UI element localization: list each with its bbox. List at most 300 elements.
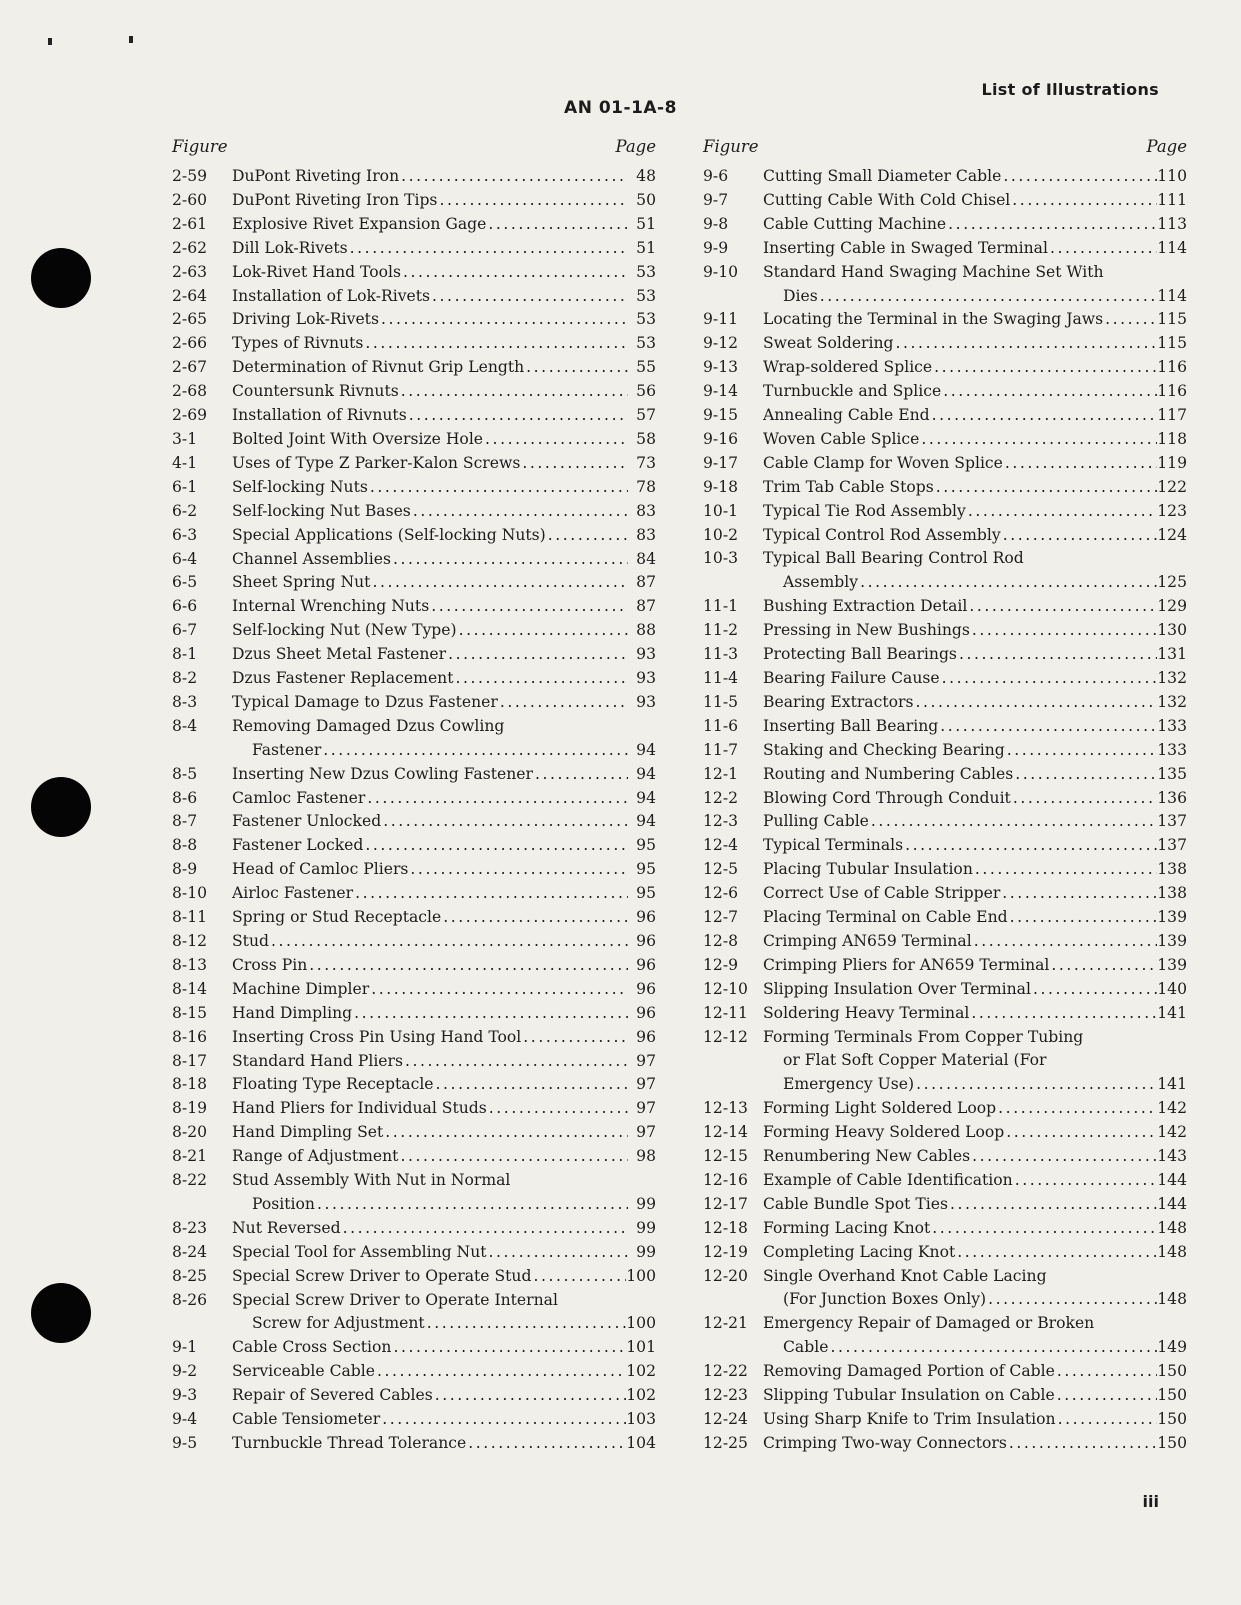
list-item [703,1169,1187,1193]
figure-title: Hand Dimpling Set [232,1123,384,1142]
figure-title: Slipping Insulation Over Terminal [763,979,1031,998]
figure-number: 11-7 [703,740,739,759]
dot-leader [393,548,628,572]
figure-title: Fastener [252,740,322,759]
list-item [703,667,1187,691]
page-ref: 114 [1157,238,1187,257]
figure-title: Fastener Locked [232,836,364,855]
list-item [703,691,1187,715]
figure-title: Uses of Type Z Parker-Kalon Screws [232,453,521,472]
figure-number: 6-5 [172,573,198,592]
figure-title: Routing and Numbering Cables [763,764,1014,783]
page-ref: 93 [636,645,656,664]
page-header: Page [615,137,656,156]
dot-leader [896,332,1158,356]
dot-leader [365,332,628,356]
illustration-list [703,165,1187,1456]
list-item [172,189,656,213]
figure-number: 8-13 [172,955,208,974]
figure-title: Cable Cutting Machine [763,214,947,233]
dot-leader [370,476,628,500]
figure-title: Standard Hand Pliers [232,1051,403,1070]
list-item [172,165,656,189]
list-item [703,1026,1187,1098]
figure-title: Completing Lacing Knot [763,1242,956,1261]
page-ref: 131 [1157,645,1187,664]
page-ref: 78 [636,477,656,496]
figure-number: 9-6 [703,167,729,185]
figure-number: 6-7 [172,621,198,640]
figure-number: 2-66 [172,334,208,353]
list-item [172,1241,656,1265]
page-ref: 133 [1157,716,1187,735]
figure-number: 8-17 [172,1051,208,1070]
list-item [703,787,1187,811]
page-ref: 95 [636,836,656,855]
figure-title: Removing Damaged Dzus Cowling [232,716,505,735]
figure-title: Types of Rivnuts [232,334,364,353]
figure-number: 12-22 [703,1362,748,1381]
figure-title: Forming Light Soldered Loop [763,1099,997,1118]
dot-leader [526,356,628,380]
dot-leader [500,691,628,715]
right-column [703,137,1187,1456]
figure-title: Removing Damaged Portion of Cable [763,1362,1055,1381]
page-ref: 144 [1157,1170,1187,1189]
figure-number: 6-6 [172,597,198,616]
dot-leader [488,213,628,237]
figure-title: Head of Camloc Pliers [232,860,409,879]
figure-number: 10-3 [703,549,739,568]
figure-number: 8-24 [172,1242,208,1261]
list-item [703,332,1187,356]
dot-leader [1051,954,1157,978]
dot-leader [309,954,628,978]
dot-leader [921,428,1157,452]
list-item [172,1289,656,1337]
figure-number: 9-8 [703,214,729,233]
list-item [172,763,656,787]
page-ref: 136 [1157,788,1187,807]
page-ref: 110 [1157,167,1187,185]
figure-number: 8-25 [172,1266,208,1285]
figure-title: Example of Cable Identification [763,1170,1013,1189]
figure-title: Explosive Rivet Expansion Gage [232,214,487,233]
dot-leader [998,1097,1157,1121]
figure-number: 9-1 [172,1338,198,1357]
dot-leader [1105,308,1157,332]
list-item [172,452,656,476]
dot-leader [354,1002,628,1026]
figure-number: 8-12 [172,931,208,950]
figure-title: Forming Terminals From Copper Tubing [763,1027,1084,1046]
page-ref: 122 [1157,477,1187,496]
dot-leader [1015,763,1157,787]
figure-number: 8-23 [172,1218,208,1237]
figure-title: Turnbuckle and Splice [763,382,942,401]
dot-leader [959,643,1157,667]
dot-leader [413,500,628,524]
figure-title: Nut Reversed [232,1218,341,1237]
list-item [172,476,656,500]
list-item [703,500,1187,524]
figure-number: 2-59 [172,167,208,185]
list-item [172,787,656,811]
dot-leader [455,667,628,691]
figure-number: 9-4 [172,1410,198,1429]
figure-number: 11-5 [703,692,739,711]
page-ref: 93 [636,692,656,711]
figure-title: Bolted Joint With Oversize Hole [232,429,484,448]
figure-number: 12-11 [703,1003,748,1022]
list-item [703,930,1187,954]
figure-title: Hand Pliers for Individual Studs [232,1099,487,1118]
figure-number: 8-14 [172,979,208,998]
figure-number: 2-60 [172,190,208,209]
list-item [703,763,1187,787]
list-item [703,1241,1187,1265]
page-ref: 95 [636,884,656,903]
list-item [172,858,656,882]
figure-number: 12-21 [703,1314,748,1333]
list-item [172,1408,656,1432]
figure-title: Inserting Cross Pin Using Hand Tool [232,1027,522,1046]
dot-leader [957,1241,1157,1265]
dot-leader [969,595,1157,619]
page-ref: 125 [1157,573,1187,592]
figure-number: 12-3 [703,812,739,831]
page-ref: 53 [636,286,656,305]
figure-title: Bearing Extractors [763,692,914,711]
page-ref: 87 [636,573,656,592]
dot-leader [448,643,628,667]
list-item [172,428,656,452]
figure-number: 8-16 [172,1027,208,1046]
figure-title: Cross Pin [232,955,308,974]
column-header [172,137,656,161]
dot-leader [1057,1384,1157,1408]
figure-title: Forming Heavy Soldered Loop [763,1123,1005,1142]
page-ref: 96 [636,1003,656,1022]
page-ref: 53 [636,310,656,329]
list-item [703,882,1187,906]
page-ref: 139 [1157,931,1187,950]
list-item [172,261,656,285]
figure-title: Sweat Soldering [763,334,894,353]
figure-title: Cutting Cable With Cold Chisel [763,190,1011,209]
dot-leader [383,810,628,834]
dot-leader [372,571,628,595]
dot-leader [365,834,628,858]
figure-number: 8-20 [172,1123,208,1142]
list-item [172,308,656,332]
list-item [172,595,656,619]
dot-leader [350,237,628,261]
figure-title: Lok-Rivet Hand Tools [232,262,402,281]
dot-leader [972,1145,1157,1169]
dot-leader [871,810,1157,834]
document-id: AN 01-1A-8 [564,98,677,118]
page-ref: 116 [1157,382,1187,401]
dot-leader [432,285,628,309]
dot-leader [968,500,1157,524]
dot-leader [948,213,1157,237]
figure-title: Dzus Sheet Metal Fastener [232,645,447,664]
dot-leader [271,930,628,954]
figure-title: Self-locking Nut (New Type) [232,621,457,640]
figure-title: (For Junction Boxes Only) [783,1290,987,1309]
figure-number: 12-25 [703,1433,748,1452]
list-item [703,619,1187,643]
list-item [172,1145,656,1169]
figure-title: Installation of Rivnuts [232,406,407,425]
list-item [172,213,656,237]
figure-title: Spring or Stud Receptacle [232,908,442,927]
page-ref: 150 [1157,1386,1187,1405]
page-ref: 113 [1157,214,1187,233]
dot-leader [400,1145,628,1169]
figure-number: 8-7 [172,812,198,831]
figure-number: 9-11 [703,310,739,329]
figure-number: 2-67 [172,358,208,377]
page-ref: 99 [636,1218,656,1237]
list-item [172,1050,656,1074]
figure-title: Installation of Lok-Rivets [232,286,431,305]
figure-number: 8-22 [172,1171,208,1190]
list-item [172,356,656,380]
page-ref: 129 [1157,597,1187,616]
dot-leader [934,356,1157,380]
dot-leader [533,1265,626,1289]
page-ref: 97 [636,1123,656,1142]
figure-title: Stud [232,931,269,950]
dot-leader [1015,1169,1158,1193]
figure-number: 12-2 [703,788,739,807]
figure-number: 12-15 [703,1147,748,1166]
figure-number: 11-3 [703,645,739,664]
figure-number: 8-3 [172,692,198,711]
dot-leader [974,930,1158,954]
figure-number: 12-8 [703,931,739,950]
page-ref: 150 [1157,1362,1187,1381]
list-item [172,715,656,763]
figure-title: Self-locking Nut Bases [232,501,411,520]
dot-leader [940,715,1157,739]
list-item [703,524,1187,548]
figure-title: Single Overhand Knot Cable Lacing [763,1266,1047,1285]
figure-title: Camloc Fastener [232,788,366,807]
dot-leader [860,571,1157,595]
list-item [703,954,1187,978]
dot-leader [971,1002,1157,1026]
page-ref: 137 [1157,836,1187,855]
figure-number: 12-5 [703,860,739,879]
dot-leader [936,476,1158,500]
figure-title: Correct Use of Cable Stripper [763,884,1001,903]
figure-number: 2-61 [172,214,208,233]
figure-number: 9-2 [172,1362,198,1381]
list-item [703,547,1187,595]
list-item [172,524,656,548]
figure-title: Internal Wrenching Nuts [232,597,430,616]
list-item [172,1121,656,1145]
binder-hole-bottom [31,1283,91,1343]
list-item [172,1169,656,1217]
figure-title: Crimping Two-way Connectors [763,1433,1007,1452]
page-ref: 55 [636,358,656,377]
page-ref: 139 [1157,908,1187,927]
page-ref: 115 [1157,334,1187,353]
figure-number: 2-68 [172,382,208,401]
dot-leader [1006,1121,1157,1145]
dot-leader [385,1121,628,1145]
dot-leader [317,1193,628,1217]
dot-leader [1033,978,1157,1002]
figure-title: Floating Type Receptacle [232,1075,434,1094]
illustration-list [172,165,656,1456]
dot-leader [1050,237,1157,261]
figure-number: 6-4 [172,549,198,568]
page-ref: 96 [636,931,656,950]
dot-leader [371,978,628,1002]
dot-leader [381,308,628,332]
list-item [172,1073,656,1097]
list-item [703,1408,1187,1432]
list-item [703,1002,1187,1026]
figure-number: 12-24 [703,1409,748,1428]
figure-title: Special Tool for Assembling Nut [232,1242,487,1261]
figure-title: Hand Dimpling [232,1003,353,1022]
page-ref: 132 [1157,668,1187,687]
binder-hole-middle [31,777,91,837]
page-ref: 149 [1157,1338,1187,1357]
dot-leader [427,1312,627,1336]
figure-title: Stud Assembly With Nut in Normal [232,1171,511,1190]
page-ref: 94 [636,740,656,759]
list-item [703,165,1187,189]
figure-title: Cable Bundle Spot Ties [763,1194,948,1213]
list-item [703,715,1187,739]
figure-number: 3-1 [172,429,198,448]
page-ref: 96 [636,1027,656,1046]
page-ref: 139 [1157,955,1187,974]
page-ref: 141 [1157,1075,1187,1094]
figure-title: Staking and Checking Bearing [763,740,1005,759]
figure-number: 8-8 [172,836,198,855]
scan-speck [129,36,133,43]
list-item [172,1026,656,1050]
dot-leader [830,1336,1157,1360]
list-item [172,930,656,954]
dot-leader [410,858,628,882]
dot-leader [489,1097,628,1121]
figure-number: 12-4 [703,836,739,855]
figure-title: Serviceable Cable [232,1362,376,1381]
list-item [703,404,1187,428]
figure-number: 2-69 [172,406,208,425]
figure-title: Dies [783,286,818,305]
figure-title: Machine Dimpler [232,979,370,998]
dot-leader [1013,787,1157,811]
page-ref: 88 [636,621,656,640]
dot-leader [401,380,628,404]
figure-number: 9-3 [172,1386,198,1405]
page-ref: 96 [636,979,656,998]
list-item [703,1193,1187,1217]
dot-leader [1007,739,1157,763]
page-ref: 96 [636,908,656,927]
page-ref: 135 [1157,764,1187,783]
figure-number: 12-14 [703,1123,748,1142]
figure-title: Protecting Ball Bearings [763,645,957,664]
dot-leader [1003,165,1157,189]
dot-leader [439,189,628,213]
figure-title: Screw for Adjustment [252,1314,425,1333]
figure-title: Cable Cross Section [232,1338,392,1357]
figure-title: or Flat Soft Copper Material (For [783,1051,1047,1070]
list-item [703,1217,1187,1241]
list-item [172,1336,656,1360]
page-ref: 115 [1157,310,1187,329]
list-item [703,1097,1187,1121]
list-item [703,595,1187,619]
dot-leader [916,1073,1157,1097]
figure-number: 8-21 [172,1147,208,1166]
list-item [172,619,656,643]
figure-number: 9-5 [172,1433,198,1452]
figure-title: Blowing Cord Through Conduit [763,788,1011,807]
figure-title: Locating the Terminal in the Swaging Jaws [763,310,1104,329]
page-ref: 111 [1157,190,1187,209]
figure-title: Trim Tab Cable Stops [763,477,934,496]
dot-leader [950,1193,1157,1217]
list-item [172,882,656,906]
list-item [172,1097,656,1121]
list-item [172,332,656,356]
list-item [703,858,1187,882]
page-ref: 140 [1157,979,1187,998]
page-ref: 83 [636,501,656,520]
list-item [703,476,1187,500]
dot-leader [522,452,628,476]
figure-number: 10-2 [703,525,739,544]
page-ref: 100 [626,1266,656,1285]
list-item [172,667,656,691]
figure-title: Cutting Small Diameter Cable [763,167,1002,185]
page-ref: 73 [636,453,656,472]
list-item [172,978,656,1002]
list-item [703,906,1187,930]
page-ref: 53 [636,334,656,353]
list-item [703,189,1187,213]
figure-title: Sheet Spring Nut [232,573,371,592]
figure-number: 12-13 [703,1099,748,1118]
dot-leader [367,787,628,811]
figure-number: 9-14 [703,382,739,401]
list-item [703,1265,1187,1313]
figure-title: Special Applications (Self-locking Nuts) [232,525,546,544]
figure-title: Placing Terminal on Cable End [763,908,1008,927]
list-item [172,1384,656,1408]
list-item [703,428,1187,452]
figure-number: 12-1 [703,764,739,783]
page-ref: 100 [626,1314,656,1333]
list-item [703,834,1187,858]
page-ref: 97 [636,1099,656,1118]
page-ref: 51 [636,214,656,233]
dot-leader [401,165,628,189]
figure-number: 12-12 [703,1027,748,1046]
